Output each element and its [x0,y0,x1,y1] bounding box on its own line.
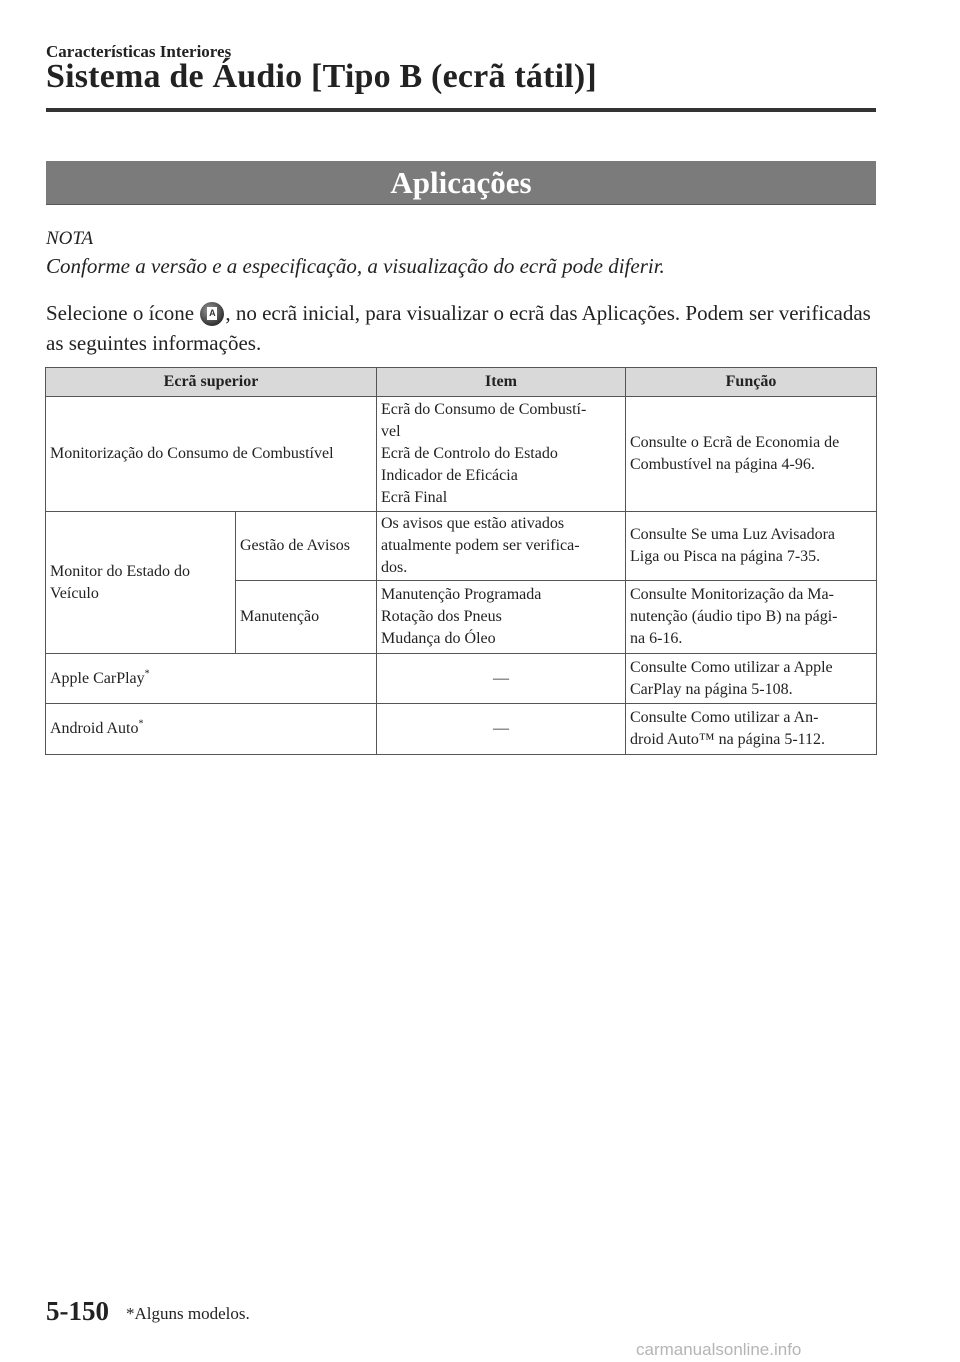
warnings-item-line: atualmente podem ser verifica- [381,537,580,554]
fuel-item: Ecrã de Controlo do Estado [381,445,558,462]
carplay-footnote-mark: * [144,668,150,680]
cell-carplay-top [46,654,377,704]
chapter-title: Características Interiores [46,42,232,61]
fuel-function-line: Combustível na página 4-96. [630,456,815,473]
vehicle-top-line: Monitor do Estado do [50,562,190,580]
table-row [46,654,877,704]
maintenance-item: Manutenção Programada [381,586,542,603]
fuel-function-line: Consulte o Ecrã de Economia de [630,434,840,451]
cell-carplay-item: ― [377,654,626,704]
android-function-line: droid Auto™ na página 5-112. [630,731,826,748]
vehicle-top-line: Veículo [50,584,99,602]
cell-maintenance-items [377,581,626,654]
intro-text-before: Selecione o ícone [46,301,200,325]
maintenance-function-line: Consulte Monitorização da Ma- [630,586,834,603]
intro-text-after: , no ecrã inicial, para visualizar o ecrã das Aplicações. Podem ser verificadas as seguintes informações. [46,301,871,355]
android-function-line: Consulte Como utilizar a An- [630,709,819,726]
carplay-label: Apple CarPlay [50,669,145,687]
table-header-row [46,368,877,397]
cell-fuel-items [377,397,626,512]
cell-android-function [626,704,877,755]
title-divider [46,108,876,112]
maintenance-item: Rotação dos Pneus [381,608,502,625]
warnings-item-line: dos. [381,559,408,576]
cell-vehicle-top [46,512,236,654]
fuel-item: Indicador de Eficácia [381,467,518,484]
apps-icon [200,302,224,326]
table-row [46,512,877,581]
table-row [46,704,877,755]
header-item: Item [377,368,626,397]
apps-icon-letter: A [209,308,216,318]
watermark: carmanualsonline.info [636,1340,802,1359]
fuel-item: Ecrã Final [381,489,448,506]
cell-fuel-function [626,397,877,512]
header-function: Função [626,368,877,397]
maintenance-item: Mudança do Óleo [381,630,496,647]
table-row [46,397,877,512]
android-footnote-mark: * [138,718,144,730]
note-text: Conforme a versão e a especificação, a visualização do ecrã pode diferir. [46,254,665,278]
applications-table [45,367,877,755]
carplay-function-line: Consulte Como utilizar a Apple [630,658,833,676]
note-label: NOTA [46,228,94,249]
warnings-function-line: Consulte Se uma Luz Avisadora [630,526,835,543]
carplay-function-line: CarPlay na página 5-108. [630,680,793,698]
page-number: 5-150 [46,1296,109,1326]
cell-fuel-top: Monitorização do Consumo de Combustível [46,397,377,512]
apps-banner: Aplicações [46,161,876,205]
cell-maintenance-sub: Manutenção [236,581,377,654]
warnings-function-line: Liga ou Pisca na página 7-35. [630,548,821,565]
cell-maintenance-function [626,581,877,654]
cell-android-item: ― [377,704,626,755]
intro-paragraph [46,298,876,358]
cell-warnings-items [377,512,626,581]
cell-android-top [46,704,377,755]
cell-carplay-function [626,654,877,704]
header-top-screen: Ecrã superior [46,368,377,397]
fuel-item: vel [381,423,401,440]
cell-warnings-function [626,512,877,581]
maintenance-function-line: nutenção (áudio tipo B) na pági- [630,608,838,625]
android-label: Android Auto [50,720,139,737]
fuel-item: Ecrã do Consumo de Combustí- [381,401,587,418]
section-title: Sistema de Áudio [Tipo B (ecrã tátil)] [46,58,597,95]
warnings-item-line: Os avisos que estão ativados [381,515,565,532]
footnote: *Alguns modelos. [126,1304,250,1323]
cell-warnings-sub: Gestão de Avisos [236,512,377,581]
maintenance-function-line: na 6-16. [630,630,683,647]
